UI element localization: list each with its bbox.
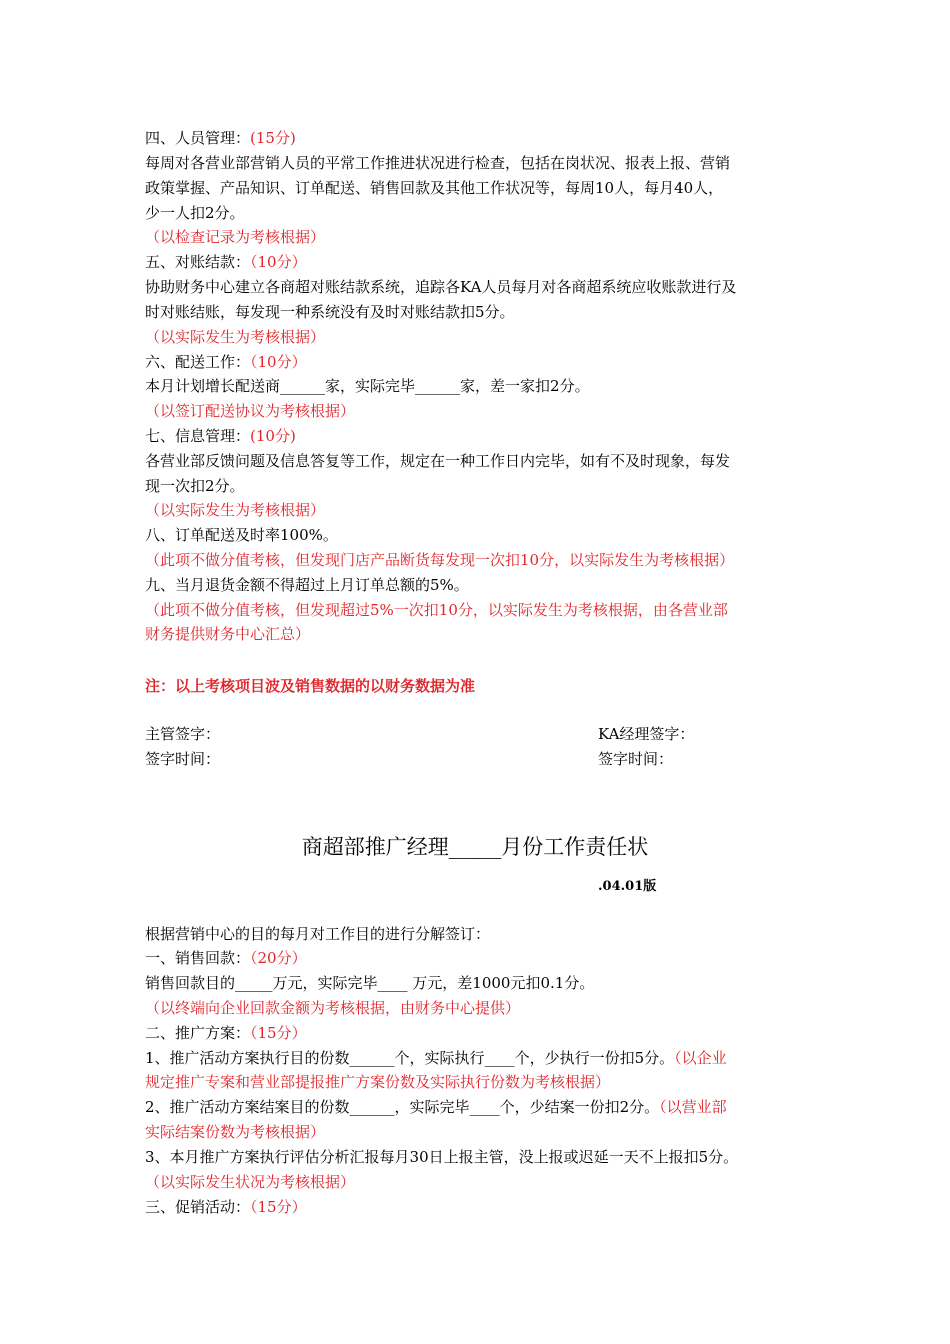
section-5-body-line-1: 协助财务中心建立各商超对账结款系统，追踪各KA人员每月对各商超系统应收账款进行及 — [145, 278, 737, 296]
item-2-blank-1: ______ — [349, 1098, 395, 1116]
section-7-basis: （以实际发生为考核根据） — [145, 501, 326, 519]
section-7-score: (10分) — [250, 427, 296, 445]
item-1-blank-1: ______ — [349, 1049, 395, 1067]
item-1-blank-2: ____ — [484, 1049, 515, 1067]
doc2-section-1-title: 一、销售回款： — [145, 949, 251, 967]
section-6-heading — [145, 350, 810, 375]
section-8-heading: 八、订单配送及时率100%。 — [145, 526, 338, 544]
section-5-basis: （以实际发生为考核根据） — [145, 328, 326, 346]
doc2-section-2-item-1 — [145, 1046, 810, 1071]
section-5-score: （10分） — [250, 253, 307, 271]
doc2-section-1-mid: 万元，实际完毕 — [272, 974, 378, 992]
doc2-intro: 根据营销中心的目的每月对工作目的进行分解签订： — [145, 925, 491, 943]
doc2-section-3-score: （15分） — [250, 1198, 307, 1216]
section-6-title: 六、配送工作： — [145, 353, 251, 371]
doc2-section-3-heading — [145, 1195, 810, 1220]
doc2-section-2-title: 二、推广方案： — [145, 1024, 251, 1042]
item-1-mid: 个，实际执行 — [394, 1049, 485, 1067]
doc2-section-1-basis: （以终端向企业回款金额为考核根据，由财务中心提供） — [145, 999, 521, 1017]
item-2-basis-rest: 实际结案份数为考核根据） — [145, 1123, 326, 1141]
item-1-suffix: 个，少执行一份扣5分。 — [514, 1049, 675, 1067]
doc2-section-2-heading — [145, 1021, 810, 1046]
item-1-basis-rest: 规定推广专案和营业部提报推广方案份数及实际执行份数为考核根据） — [145, 1073, 611, 1091]
section-8-note: （此项不做分值考核，但发现门店产品断货每发现一次扣10分，以实际发生为考核根据） — [145, 551, 735, 569]
doc2-section-1-body — [145, 971, 810, 996]
item-2-suffix: 个，少结案一份扣2分。 — [499, 1098, 660, 1116]
doc2-section-1-blank-1: _____ — [235, 974, 273, 992]
section-4-title: 四、人员管理： — [145, 129, 251, 147]
section-6-body — [145, 374, 810, 399]
section-4-heading — [145, 126, 810, 151]
title-prefix: 商超部推广经理 — [301, 835, 449, 859]
doc2-section-1-heading — [145, 946, 810, 971]
item-3-basis: （以实际发生状况为考核根据） — [145, 1173, 356, 1191]
section-7-body-line-1: 各营业部反馈问题及信息答复等工作，规定在一种工作日内完毕，如有不及时现象，每发 — [145, 452, 731, 470]
supervisor-signature-time-label: 签字时间： — [145, 750, 221, 768]
section-4-body-line-1: 每周对各营业部营销人员的平常工作推进状况进行检查，包括在岗状况、报表上报、营销 — [145, 154, 731, 172]
item-1-prefix: 1、推广活动方案执行目的份数 — [145, 1049, 350, 1067]
section-5-body-line-2: 时对账结账，每发现一种系统没有及时对账结款扣5分。 — [145, 303, 515, 321]
section-4-score: (15分) — [250, 129, 296, 147]
ka-manager-signature-label: KA经理签字： — [598, 725, 695, 743]
item-1-basis-start: （以企业 — [674, 1049, 727, 1067]
section-6-blank-2: ______ — [415, 377, 461, 395]
section-4-body-line-3: 少一人扣2分。 — [145, 204, 245, 222]
section-6-basis: （以签订配送协议为考核根据） — [145, 402, 356, 420]
section-4-body-line-2: 政策掌握、产品知识、订单配送、销售回款及其他工作状况等，每周10人，每月40人， — [145, 179, 724, 197]
section-9-heading: 九、当月退货金额不得超过上月订单总额的5%。 — [145, 576, 469, 594]
section-6-score: （10分） — [250, 353, 307, 371]
section-5-heading — [145, 250, 810, 275]
section-6-blank-1: ______ — [280, 377, 326, 395]
doc2-section-1-prefix: 销售回款目的 — [145, 974, 236, 992]
version-label: .04.01版 — [598, 879, 657, 894]
section-9-note-line-2: 财务提供财务中心汇总） — [145, 625, 311, 643]
page-title — [0, 832, 950, 862]
doc2-section-2-score: （15分） — [250, 1024, 307, 1042]
title-blank: _____ — [448, 835, 502, 859]
item-2-mid: ，实际完毕 — [394, 1098, 470, 1116]
section-6-body-prefix: 本月计划增长配送商 — [145, 377, 281, 395]
item-2-blank-2: ____ — [469, 1098, 500, 1116]
doc2-section-2-item-2 — [145, 1095, 810, 1120]
section-9-note-line-1: （此项不做分值考核，但发现超过5%一次扣10分，以实际发生为考核根据，由各营业部 — [145, 601, 728, 619]
item-2-basis-start: （以营业部 — [659, 1098, 727, 1116]
supervisor-signature-label: 主管签字： — [145, 725, 221, 743]
section-7-body-line-2: 现一次扣2分。 — [145, 477, 245, 495]
doc2-section-1-blank-2: ____ — [377, 974, 408, 992]
doc2-section-1-score: （20分） — [250, 949, 307, 967]
data-remark: 注：以上考核项目波及销售数据的以财务数据为准 — [145, 677, 476, 695]
section-4-basis: （以检查记录为考核根据） — [145, 228, 326, 246]
section-6-body-mid: 家，实际完毕 — [325, 377, 416, 395]
section-7-title: 七、信息管理： — [145, 427, 251, 445]
section-5-title: 五、对账结款： — [145, 253, 251, 271]
doc2-section-1-suffix: 万元，差1000元扣0.1分。 — [407, 974, 595, 992]
section-7-heading — [145, 424, 810, 449]
ka-manager-signature-time-label: 签字时间： — [598, 750, 674, 768]
doc2-section-3-title: 三、促销活动： — [145, 1198, 251, 1216]
doc2-section-2-item-3: 3、本月推广方案执行评估分析汇报每月30日上报主管，没上报或迟延一天不上报扣5分。 — [145, 1148, 739, 1166]
title-suffix: 月份工作责任状 — [501, 835, 649, 859]
section-6-body-suffix: 家，差一家扣2分。 — [460, 377, 590, 395]
item-2-prefix: 2、推广活动方案结案目的份数 — [145, 1098, 350, 1116]
